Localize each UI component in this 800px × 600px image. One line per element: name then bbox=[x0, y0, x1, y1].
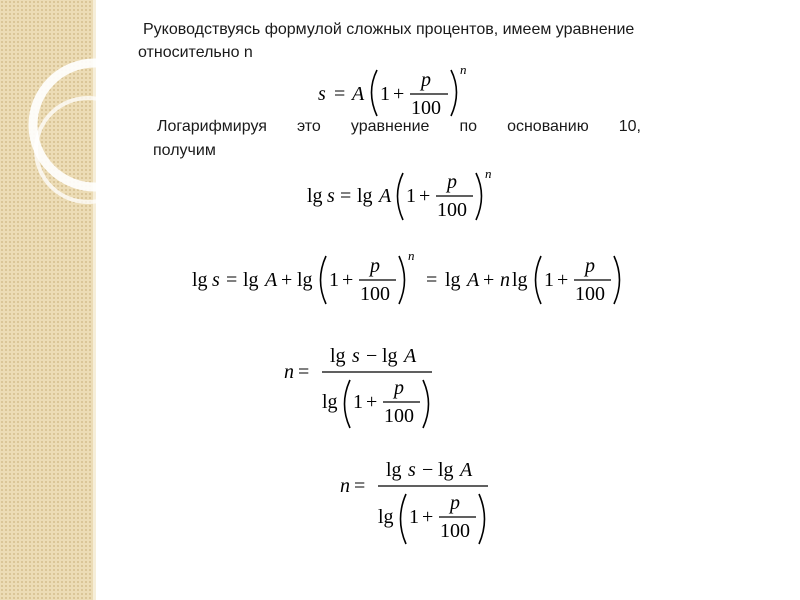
sym-plus: + bbox=[483, 269, 495, 291]
sym-lg: lg bbox=[382, 345, 398, 367]
sym-one: 1 bbox=[329, 269, 339, 291]
sym-plus: + bbox=[342, 269, 354, 291]
intro-text bbox=[138, 18, 758, 64]
sym-eq: = bbox=[226, 269, 238, 291]
formula-log-both-sides bbox=[305, 168, 505, 226]
sym-A: A bbox=[379, 185, 392, 207]
sym-lg: lg bbox=[243, 269, 259, 291]
formula-compound-interest bbox=[310, 62, 510, 120]
paren-left bbox=[321, 256, 327, 304]
sym-exp-n: n bbox=[485, 168, 492, 181]
paren-right bbox=[451, 70, 457, 116]
sym-lg: lg bbox=[322, 391, 338, 413]
sym-s: s bbox=[408, 459, 416, 481]
sym-eq: = bbox=[340, 185, 352, 207]
paren-right bbox=[614, 256, 620, 304]
sym-eq: = bbox=[354, 475, 366, 497]
sym-100: 100 bbox=[411, 97, 441, 119]
sym-minus: − bbox=[366, 345, 378, 367]
sym-plus: + bbox=[419, 185, 431, 207]
sym-eq: = bbox=[334, 83, 346, 105]
sym-plus: + bbox=[393, 83, 405, 105]
sym-one: 1 bbox=[406, 185, 416, 207]
sym-100: 100 bbox=[384, 405, 414, 427]
sym-s: s bbox=[327, 185, 335, 207]
sym-lg: lg bbox=[297, 269, 313, 291]
sym-lg: lg bbox=[512, 269, 528, 291]
sym-lg: lg bbox=[330, 345, 346, 367]
sym-plus: + bbox=[422, 506, 434, 528]
sym-s: s bbox=[352, 345, 360, 367]
paren-right bbox=[479, 494, 485, 544]
sym-plus: + bbox=[557, 269, 569, 291]
sym-s: s bbox=[212, 269, 220, 291]
paren-left bbox=[536, 256, 542, 304]
sym-eq: = bbox=[298, 361, 310, 383]
sym-p: p bbox=[394, 377, 404, 399]
sym-A: A bbox=[460, 459, 473, 481]
sym-lg: lg bbox=[307, 185, 323, 207]
sym-lg: lg bbox=[386, 459, 402, 481]
sym-one: 1 bbox=[353, 391, 363, 413]
sym-n: n bbox=[500, 269, 510, 291]
sym-p: p bbox=[370, 255, 380, 277]
formula-n-solution-1 bbox=[282, 338, 452, 432]
paragraph-logarithm bbox=[153, 115, 641, 163]
paren-right bbox=[476, 173, 482, 220]
sym-lg: lg bbox=[438, 459, 454, 481]
sym-minus: − bbox=[422, 459, 434, 481]
sym-n: n bbox=[340, 475, 350, 497]
sym-A: A bbox=[265, 269, 278, 291]
paren-left bbox=[372, 70, 378, 116]
paragraph2-line-2: получим bbox=[153, 142, 216, 159]
sym-100: 100 bbox=[440, 520, 470, 542]
sym-A: A bbox=[404, 345, 417, 367]
sym-plus: + bbox=[366, 391, 378, 413]
sym-A: A bbox=[352, 83, 365, 105]
formula-n-solution-2 bbox=[338, 452, 508, 548]
sym-lg: lg bbox=[357, 185, 373, 207]
sym-one: 1 bbox=[544, 269, 554, 291]
sym-lg: lg bbox=[192, 269, 208, 291]
paren-left bbox=[401, 494, 407, 544]
paragraph2-line-1: Логарифмируя это уравнение по основанию 10, bbox=[157, 118, 641, 135]
sym-p: p bbox=[450, 492, 460, 514]
sym-eq: = bbox=[426, 269, 438, 291]
sym-exp-n: n bbox=[460, 62, 467, 77]
sym-p: p bbox=[447, 171, 457, 193]
sym-n: n bbox=[284, 361, 294, 383]
sym-lg: lg bbox=[378, 506, 394, 528]
sym-exp-n: n bbox=[408, 248, 415, 263]
sym-one: 1 bbox=[380, 83, 390, 105]
sym-A: A bbox=[467, 269, 480, 291]
sym-p: p bbox=[421, 69, 431, 91]
sym-s: s bbox=[318, 83, 326, 105]
paren-left bbox=[398, 173, 404, 220]
sym-100: 100 bbox=[360, 283, 390, 305]
sym-lg: lg bbox=[445, 269, 461, 291]
sym-100: 100 bbox=[437, 199, 467, 221]
formula-log-expanded bbox=[190, 248, 640, 310]
paren-left bbox=[345, 380, 351, 428]
paren-right bbox=[399, 256, 405, 304]
sym-p: p bbox=[585, 255, 595, 277]
intro-line-2: относительно n bbox=[138, 44, 253, 61]
sym-plus: + bbox=[281, 269, 293, 291]
sym-one: 1 bbox=[409, 506, 419, 528]
intro-line-1: Руководствуясь формулой сложных процентов, имеем уравнение bbox=[143, 21, 635, 38]
paren-right bbox=[423, 380, 429, 428]
sym-100: 100 bbox=[575, 283, 605, 305]
decorative-rings-icon bbox=[0, 40, 96, 240]
